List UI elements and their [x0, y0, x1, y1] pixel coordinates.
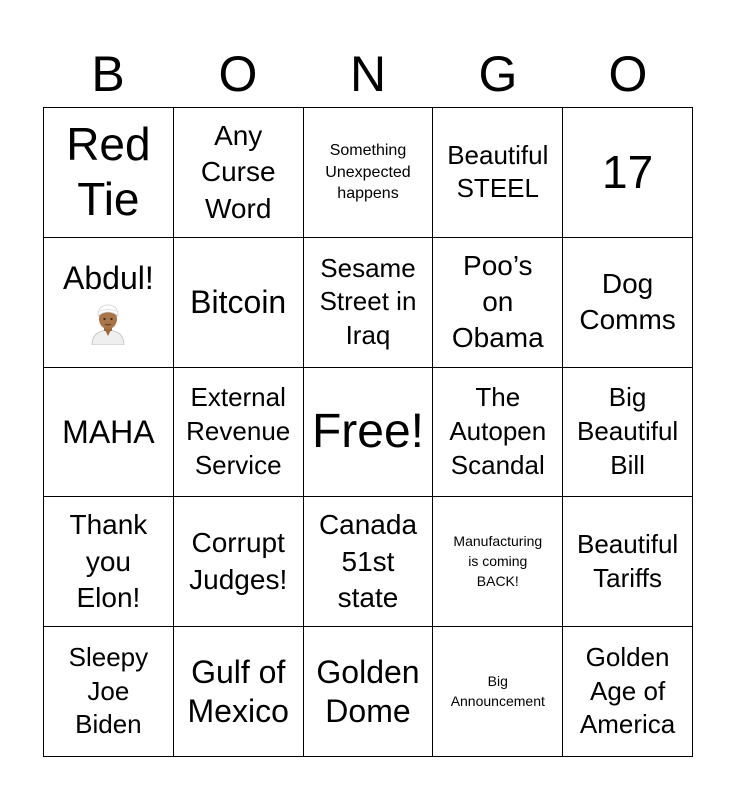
free-space[interactable] [304, 368, 434, 498]
bingo-header [43, 40, 693, 108]
cell-label: Golden Dome [316, 654, 420, 729]
bingo-cell[interactable] [433, 368, 563, 498]
bingo-cell[interactable] [563, 368, 693, 498]
bingo-cell[interactable] [563, 108, 693, 238]
bingo-cell[interactable] [174, 368, 304, 498]
header-letter-g: G [478, 46, 518, 102]
cell-label: Red Tie [66, 118, 151, 226]
bingo-cell[interactable] [44, 497, 174, 627]
cell-label: Gulf of Mexico [187, 654, 289, 729]
bingo-cell[interactable] [563, 238, 693, 368]
bingo-cell[interactable] [44, 368, 174, 498]
bingo-cell[interactable] [433, 108, 563, 238]
cell-label: Canada 51st state [318, 509, 418, 613]
cell-label: Thank you Elon! [69, 509, 148, 613]
cell-label: Poo’s on Obama [451, 249, 544, 354]
cell-label: Beautiful STEEL [447, 139, 549, 204]
cell-label: Dog Comms [579, 267, 676, 336]
cell-label: Corrupt Judges! [189, 527, 288, 595]
cell-label: The Autopen Scandal [449, 382, 547, 480]
bingo-cell[interactable] [304, 497, 434, 627]
header-letter-n: N [349, 46, 387, 102]
bingo-cell[interactable] [433, 497, 563, 627]
bingo-cell[interactable] [433, 238, 563, 368]
cell-label: Abdul! [63, 260, 154, 296]
bingo-cell[interactable] [304, 238, 434, 368]
header-letter-o2: O [608, 46, 648, 102]
cell-label: Big Announcement [450, 673, 545, 709]
bingo-cell[interactable] [433, 627, 563, 757]
bingo-cell[interactable] [44, 238, 174, 368]
cell-label: Sesame Street in Iraq [319, 252, 417, 351]
bingo-cell[interactable] [563, 497, 693, 627]
bingo-cell[interactable] [304, 108, 434, 238]
bingo-cell[interactable] [174, 238, 304, 368]
cell-label: Sleepy Joe Biden [68, 641, 149, 740]
cell-label: MAHA [62, 413, 155, 450]
cell-label: Any Curse Word [200, 119, 276, 224]
bingo-cell[interactable] [44, 108, 174, 238]
cell-label: Golden Age of America [579, 641, 676, 740]
bingo-cell[interactable] [174, 497, 304, 627]
bingo-cell[interactable] [174, 627, 304, 757]
cell-label: Beautiful Tariffs [577, 528, 679, 593]
bingo-cell[interactable] [304, 627, 434, 757]
man-with-turban-icon [86, 301, 130, 345]
bingo-cell[interactable] [44, 627, 174, 757]
free-label: Free! [311, 404, 424, 458]
bingo-grid [43, 107, 693, 757]
cell-label: Manufacturing is coming BACK! [453, 533, 543, 589]
cell-label: Big Beautiful Bill [577, 382, 679, 480]
bingo-cell[interactable] [174, 108, 304, 238]
cell-label: External Revenue Service [186, 382, 291, 480]
header-letter-o1: O [218, 46, 258, 102]
cell-label: Something Unexpected happens [325, 142, 411, 203]
cell-label: 17 [602, 145, 654, 198]
bingo-cell[interactable] [563, 627, 693, 757]
cell-label: Bitcoin [190, 284, 287, 320]
header-letter-b: B [91, 46, 125, 102]
